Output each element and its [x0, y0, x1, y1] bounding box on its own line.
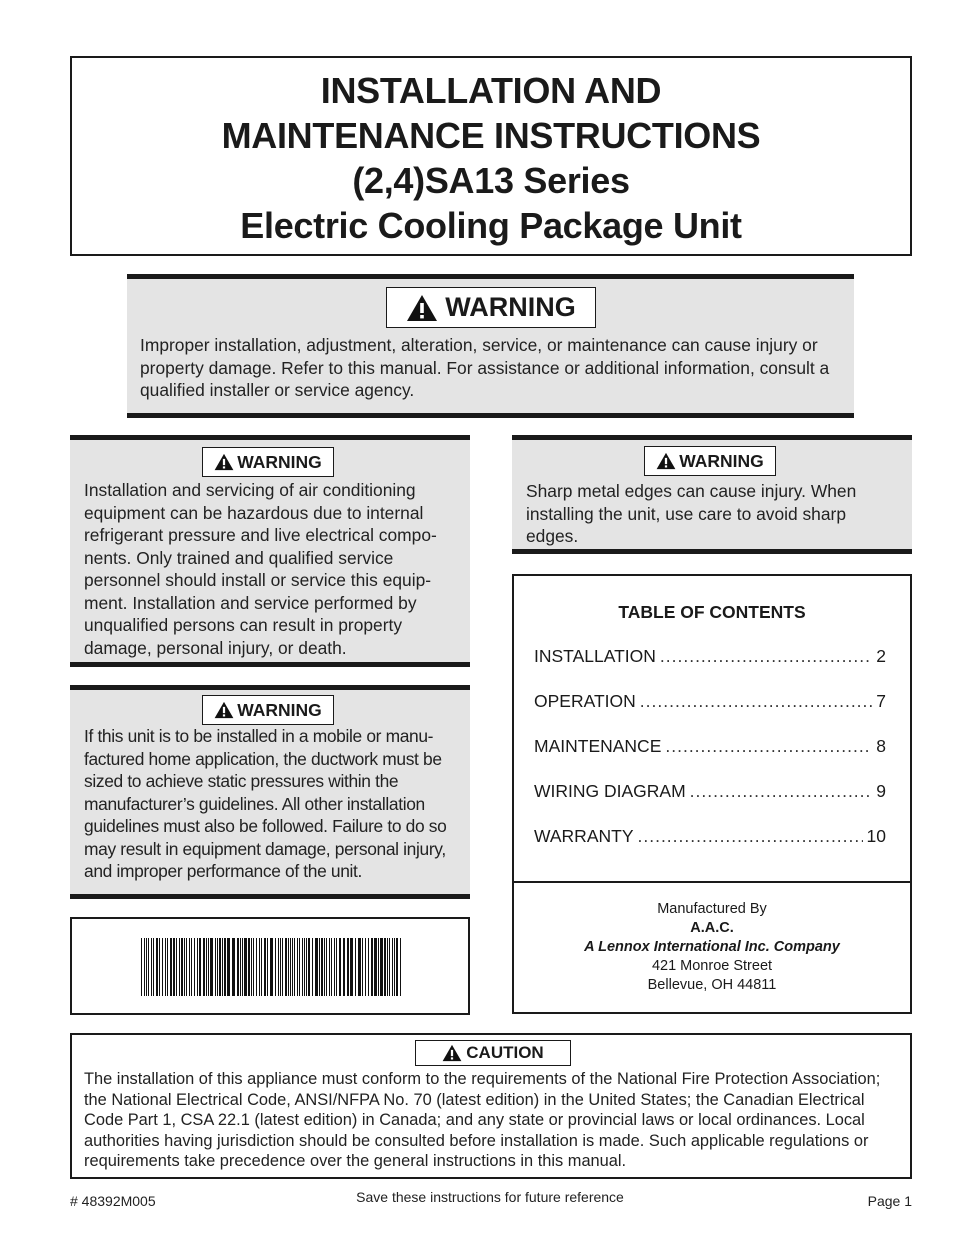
toc-item-page: 2: [876, 646, 886, 666]
barcode-bar: [170, 938, 172, 996]
barcode-bar: [306, 938, 307, 996]
table-of-contents: [512, 574, 912, 1014]
barcode-bar: [208, 938, 209, 996]
page-number: Page 1: [867, 1193, 912, 1209]
barcode-bar: [365, 938, 366, 996]
barcode-bar: [227, 938, 230, 996]
barcode-bar: [141, 938, 142, 996]
barcode-bar: [259, 938, 260, 996]
barcode-bar: [389, 938, 390, 996]
toc-item-warranty[interactable]: [534, 826, 886, 848]
barcode-bar: [329, 938, 330, 996]
barcode-bar: [244, 938, 247, 996]
barcode-bar: [181, 938, 183, 996]
barcode-bar: [167, 938, 168, 996]
barcode-bar: [194, 938, 195, 996]
barcode-bar: [278, 938, 279, 996]
warning-label-service-text: WARNING: [237, 451, 322, 472]
barcode-bar: [151, 938, 152, 996]
title-line-4: Electric Cooling Package Unit: [240, 205, 742, 246]
toc-leader-dots: [660, 646, 872, 667]
barcode-bar: [253, 938, 254, 996]
barcode-bar: [319, 938, 320, 996]
barcode-bar: [264, 938, 266, 996]
manufacturer-street: 421 Monroe Street: [651, 958, 773, 974]
manufacturer-parent: A Lennox International Inc. Company: [584, 939, 840, 955]
manufacturer-city: Bellevue, OH 44811: [647, 977, 777, 993]
barcode-bar: [219, 938, 221, 996]
barcode-bar: [384, 938, 386, 996]
toc-divider: [514, 881, 910, 883]
warning-icon: [406, 294, 438, 322]
warning-label-mobile-home-text: WARNING: [237, 699, 322, 720]
barcode-bar: [294, 938, 295, 996]
toc-leader-dots: [690, 781, 873, 802]
barcode-bar: [189, 938, 190, 996]
warning-label-sharp-edges-text: WARNING: [679, 450, 764, 471]
barcode-bar: [224, 938, 226, 996]
warning-panel-sharp-edges: [512, 435, 912, 554]
barcode-bar: [199, 938, 201, 996]
warning-icon: [214, 453, 234, 471]
warning-label-sharp-edges: [644, 446, 776, 476]
toc-item-page: 9: [876, 781, 886, 801]
toc-item-label: WIRING DIAGRAM: [534, 781, 686, 801]
toc-item-label: INSTALLATION: [534, 646, 656, 666]
toc-item-page: 8: [876, 736, 886, 756]
barcode-bar: [282, 938, 283, 996]
barcode-bar: [336, 938, 337, 996]
caution-icon: [442, 1044, 462, 1062]
barcode-bar: [368, 938, 369, 996]
barcode-bar: [396, 938, 398, 996]
barcode-bar: [304, 938, 305, 996]
manufacturer-line-1: Manufactured By: [657, 901, 767, 917]
main-warning-text: Improper installation, adjustment, alteration, service, or maintenance can cause injury or property damage. Refer to this manual. For assistance or additional information, consult a qualified installer or service agency.: [140, 335, 830, 400]
warning-panel-service: [70, 435, 470, 667]
barcode-bar: [290, 938, 291, 996]
caution-label: [415, 1040, 571, 1066]
document-number: # 48392M005: [70, 1193, 156, 1209]
barcode-bar: [256, 938, 257, 996]
barcode-bar: [242, 938, 243, 996]
barcode-bar: [162, 938, 163, 996]
barcode-bar: [165, 938, 166, 996]
toc-item-label: MAINTENANCE: [534, 736, 662, 756]
barcode-bar: [378, 938, 379, 996]
main-warning-panel: [127, 274, 854, 418]
barcode-bar: [326, 938, 327, 996]
barcode-bar: [148, 938, 149, 996]
barcode-bar: [270, 938, 273, 996]
warning-text-sharp-edges: Sharp metal edges can cause injury. When installing the unit, use care to avoid sharp edges.: [526, 481, 857, 546]
barcode-bar: [203, 938, 205, 996]
barcode-bar: [392, 938, 393, 996]
toc-item-wiring-diagram[interactable]: [534, 781, 886, 803]
barcode-bar: [173, 938, 175, 996]
barcode-bar: [197, 938, 198, 996]
footer-save-note: Save these instructions for future reference: [356, 1189, 624, 1205]
manufacturer-name: A.A.C.: [690, 920, 734, 936]
title-line-1: INSTALLATION AND: [320, 70, 662, 111]
toc-item-operation[interactable]: [534, 691, 886, 713]
barcode-bar: [400, 938, 401, 996]
barcode-bar: [215, 938, 216, 996]
barcode-bar: [153, 938, 154, 996]
barcode-bar: [179, 938, 180, 996]
barcode-bar: [334, 938, 335, 996]
barcode-bar: [275, 938, 276, 996]
barcode-bar: [297, 938, 298, 996]
warning-text-service: Installation and servicing of air conditioning equipment can be hazardous due to internal refrigerant pressure and live electrical compo-nents. Only trained and qualified service personnel should install or service this equip-ment. Installation and service performed by unqualified persons can result in property damage, personal injury, or death.: [84, 480, 437, 658]
warning-icon: [656, 452, 676, 470]
barcode-bar: [292, 938, 293, 996]
barcode-bar: [222, 938, 223, 996]
barcode-bar: [347, 938, 349, 996]
barcode-bar: [240, 938, 241, 996]
barcode-bar: [288, 938, 289, 996]
barcode-bar: [248, 938, 250, 996]
barcode-bar: [251, 938, 252, 996]
barcode-bar: [146, 938, 147, 996]
barcode-bar: [362, 938, 363, 996]
main-warning-label: [386, 287, 596, 328]
barcode-bar: [358, 938, 361, 996]
manufacturer-info: [514, 900, 910, 995]
toc-leader-dots: [638, 826, 863, 847]
barcode-bar: [321, 938, 323, 996]
barcode-bar: [186, 938, 187, 996]
toc-leader-dots: [640, 691, 872, 712]
barcode-bar: [350, 938, 353, 996]
caution-text: The installation of this appliance must conform to the requirements of the National Fire Protection Association; the National Electrical Code, ANSI/NFPA No. 70 (latest edition) in the United States; the Canadian Electrical Code Part 1, CSA 22.1 (latest edition) in Canada; and any state or provincial laws or local ordinances. Local authorities having jurisdiction should be consulted before installation is made. Such applicable regulations or requirements take precedence over the general instructions in this manual.: [84, 1070, 881, 1171]
title-line-2: MAINTENANCE INSTRUCTIONS: [221, 115, 761, 156]
barcode-bar: [315, 938, 318, 996]
warning-label-mobile-home: [202, 695, 334, 725]
barcode-bar: [394, 938, 395, 996]
toc-leader-dots: [665, 736, 872, 757]
main-warning-label-text: WARNING: [445, 292, 576, 322]
toc-item-installation[interactable]: [534, 646, 886, 668]
barcode-bar: [206, 938, 207, 996]
barcode-bar: [380, 938, 383, 996]
barcode-bar: [210, 938, 213, 996]
toc-title: TABLE OF CONTENTS: [618, 602, 806, 622]
barcode-bar: [339, 938, 341, 996]
warning-label-service: [202, 447, 334, 477]
barcode-bar: [308, 938, 310, 996]
warning-panel-mobile-home: [70, 685, 470, 899]
toc-item-page: 10: [866, 826, 886, 846]
title-line-3: (2,4)SA13 Series: [352, 160, 630, 201]
toc-item-maintenance[interactable]: [534, 736, 886, 758]
barcode-bar: [331, 938, 332, 996]
barcode-bar: [261, 938, 262, 996]
toc-item-page: 7: [876, 691, 886, 711]
barcode-bar: [324, 938, 325, 996]
barcode-bar: [343, 938, 345, 996]
toc-item-label: WARRANTY: [534, 826, 634, 846]
barcode-bar: [285, 938, 287, 996]
barcode-bar: [184, 938, 185, 996]
barcode-bar: [387, 938, 388, 996]
barcode-bar: [237, 938, 239, 996]
barcode-image: [141, 938, 403, 996]
barcode-bar: [176, 938, 177, 996]
barcode-box: [70, 917, 470, 1015]
warning-text-mobile-home: If this unit is to be installed in a mobile or manu-factured home application, the ductwork must be sized to achieve static pressures within the manufacturer’s guidelines. All other installation guidelines must also be followed. Failure to do so may result in equipment damage, personal injury, and improper performance of the unit.: [84, 726, 447, 881]
warning-icon: [214, 701, 234, 719]
title-box: [70, 56, 912, 256]
barcode-bar: [144, 938, 145, 996]
barcode-bar: [217, 938, 218, 996]
barcode-bar: [156, 938, 158, 996]
barcode-bar: [299, 938, 300, 996]
barcode-bar: [280, 938, 281, 996]
barcode-bar: [232, 938, 235, 996]
caution-label-text: CAUTION: [466, 1043, 544, 1062]
barcode-bar: [267, 938, 268, 996]
caution-box: [70, 1033, 912, 1179]
barcode-bar: [312, 938, 313, 996]
barcode-bar: [159, 938, 160, 996]
barcode-bar: [302, 938, 303, 996]
barcode-bar: [355, 938, 356, 996]
toc-item-label: OPERATION: [534, 691, 636, 711]
barcode-bar: [374, 938, 377, 996]
barcode-bar: [191, 938, 192, 996]
barcode-bar: [371, 938, 373, 996]
